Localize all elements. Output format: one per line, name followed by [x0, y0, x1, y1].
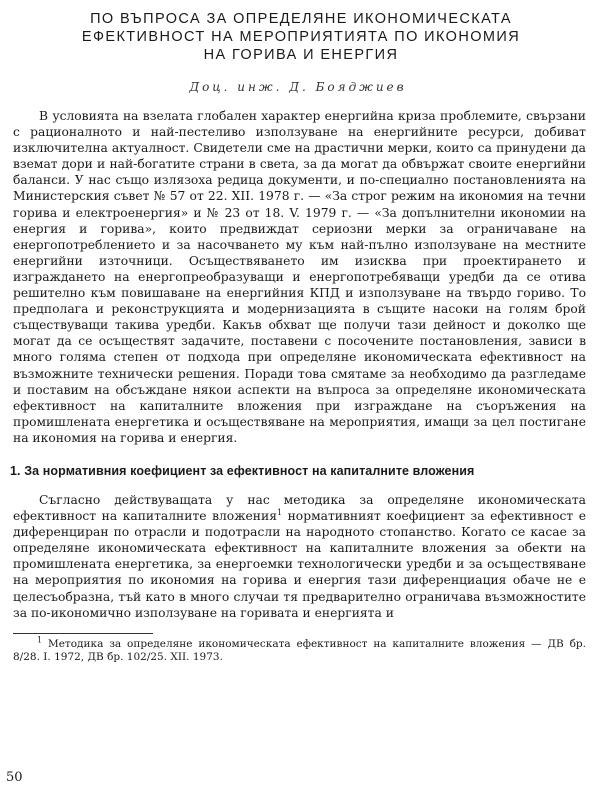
section-paragraph-start: Съгласно действуващата у нас методика за определяне икономическата ефективност на капиталните вложения: [13, 492, 586, 524]
section-heading: 1. За нормативния коефициент за ефективност на капиталните вложения: [10, 463, 475, 478]
article-title: [16, 10, 586, 64]
footnote-text: Методика за определяне икономическата ефективност на капиталните вложения — ДВ бр. 8/28. I. 1972, ДВ бр. 102/25. XII. 1973.: [13, 637, 586, 663]
author-line: Доц. инж. Д. Бояджиев: [189, 80, 407, 94]
footnote-marker: 1: [37, 635, 43, 645]
footnote-divider: [13, 633, 153, 634]
title-line-3: НА ГОРИВА И ЕНЕРГИЯ: [203, 47, 399, 63]
section-paragraph: [10, 492, 586, 621]
title-line-2: ЕФЕКТИВНОСТ НА МЕРОПРИЯТИЯТА ПО ИКОНОМИЯ: [81, 29, 521, 45]
intro-paragraph: В условията на взелата глобален характер енергийна криза проблемите, свързани с рационалното и най-пестеливо използуване на енергийните ресурси, добиват изключителна актуалност. Свидетели сме на драстични мерки, които са принудени да вземат дори и най-богатите страни в света, за да могат да обвържат своите енергийни баланси. У нас също излязоха редица документи, и по-специално постановленията на Министерския съвет № 57 от 22. XII. 1978 г. — «За строг режим на икономия на течни горива и електроенергия» и № 23 от 18. V. 1979 г. — «За допълнителни икономии на енергия и горива», които предвиждат сериозни мерки за ограничаване на енергопотреблението и за насочването му към най-пълно използуване на местните енергийни източници. Осъществяването им изисква при проектирането и изграждането на енергопреобразуващи и енергопотребяващи уредби да се отива решително към повишаване на енергийния КПД и използуване на твърдо гориво. То предполага и реконструкцията и модернизацията в същите насоки на голям брой съществуващи такива уредби. Какъв обхват ще получи тази дейност и доколко ще могат да се осъществят задачите, поставени с посочените постановления, зависи в много голяма степен от подхода при определяне икономическата ефективност на възможните технически решения. Поради това смятаме за необходимо да разгледаме и поставим на обсъждане някои аспекти на въпроса за определяне икономическата ефективност на капиталните вложения при изграждане на съоръжения на промишлената енергетика и осъществяване на мероприятия, имащи за цел постигане на икономия на горива и енергия.: [13, 109, 586, 445]
footnote-reference: 1: [276, 507, 283, 517]
page-number: 50: [6, 770, 23, 785]
footnote: [10, 635, 586, 664]
title-line-1: ПО ВЪПРОСА ЗА ОПРЕДЕЛЯНЕ ИКОНОМИЧЕСКАТА: [90, 11, 512, 27]
section-paragraph-end: нормативният коефициент за ефективност е диференциран по отрасли и подотрасли на народното стопанство. Когато се касае за определяне икономическата ефективност на капиталните вложения за обекти на промишлената енергетика, за енергоемки технологически уредби и за осъществяване на мероприятия по икономия на горива и енергия тази диференциация обаче не е целесъобразна, тъй като в много случаи тя предварително ограничава възможностите за по-икономично използуване на горивата и енергията и: [13, 509, 586, 620]
